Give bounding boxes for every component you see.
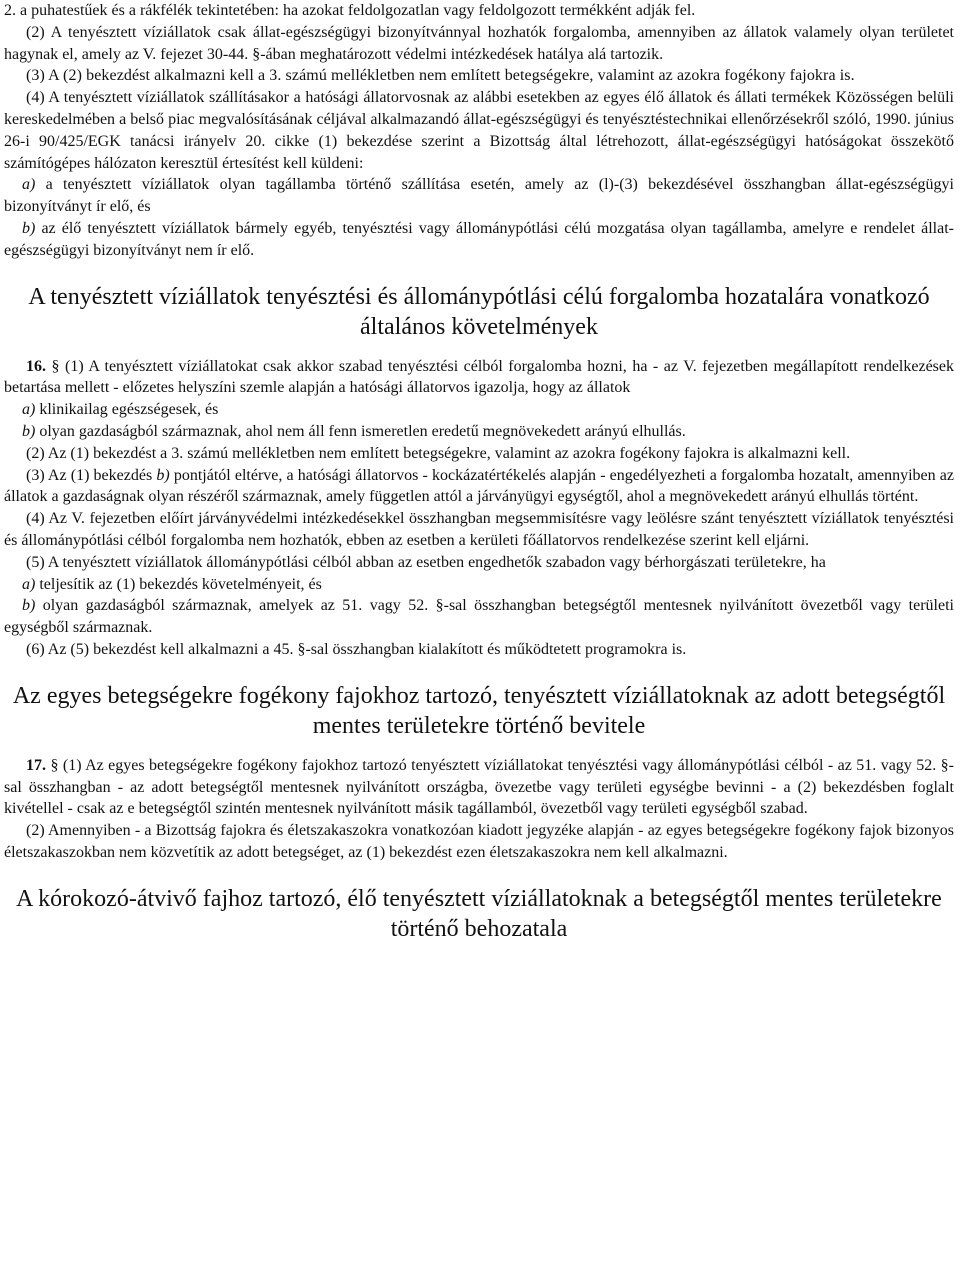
item-label: b) [22, 219, 36, 237]
item-label: b) [22, 597, 36, 615]
list-item-16-1-a [4, 399, 954, 421]
paragraph-17-2: (2) Amennyiben - a Bizottság fajokra és életszakaszokra vonatkozóan kiadott jegyzéke alapján - az egyes betegségekre fogékony fajok bizonyos életszakaszokban nem közvetítik az adott betegséget, az (1) bekezdést ezen életszakaszokra nem kell alkalmazni. [4, 822, 954, 861]
list-item-16-5-a [4, 574, 954, 596]
paragraph-16-1 [4, 356, 954, 400]
paragraph-16-5: (5) A tenyésztett víziállatok állománypótlási célból abban az esetben engedhetők szabadon vagy bérhorgászati területekre, ha [26, 553, 826, 571]
section-heading-disease-free-entry: Az egyes betegségekre fogékony fajokhoz tartozó, tenyésztett víziállatoknak az adott betegségtől mentes területekre történő bevitele [12, 682, 946, 739]
paragraph-16-3 [4, 465, 954, 509]
section-number: 17. [26, 756, 46, 774]
paragraph-16-6: (6) Az (5) bekezdést kell alkalmazni a 45. §-sal összhangban kialakított és működtetett programokra is. [26, 640, 687, 658]
list-item-16-1-b [4, 421, 954, 443]
paragraph-15-3: (3) A (2) bekezdést alkalmazni kell a 3. számú mellékletben nem említett betegségekre, valamint az azokra fogékony fajokra is. [26, 67, 855, 85]
paragraph-text: § (1) Az egyes betegségekre fogékony fajokhoz tartozó tenyésztett víziállatokat tenyésztési vagy állománypótlási célból - az 51. vagy 52. §-sal összhangban - az adott betegségtől mentesnek nyilvánított országba, övezetbe vagy területi egységbe bevinni - a (2) bekezdésben foglalt kivétellel - csak az e betegségtől szintén mentesnek nyilvánított másik tagállamból, övezetből vagy területi egységből szabad. [4, 756, 954, 818]
list-item-15-4-a [4, 174, 954, 218]
item-label: b) [156, 466, 170, 484]
item-label: a) [22, 575, 36, 593]
item-label: a) [22, 401, 36, 419]
item-text: teljesítik az (1) bekezdés követelményeit, és [35, 575, 322, 593]
list-item-16-5-b [4, 595, 954, 639]
paragraph-17-1 [4, 755, 954, 820]
item-text: klinikailag egészségesek, és [35, 401, 219, 419]
item-text: az élő tenyésztett víziállatok bármely egyéb, tenyésztési vagy állománypótlási célú mozgatása olyan tagállamba, amelyre e rendelet állat-egészségügyi bizonyítványt nem ír elő. [4, 219, 954, 259]
paragraph-text: pontjától eltérve, a hatósági állatorvos - kockázatértékelés alapján - engedélyezheti a forgalomba hozatalt, amennyiben az állatok a gazdaságnak olyan részéről származnak, amely független attól a járványügyi egységtől, ahol a megnövekedett arányú elhullás történt. [4, 466, 955, 506]
paragraph-16-4: (4) Az V. fejezetben előírt járványvédelmi intézkedésekkel összhangban megsemmisítésre vagy leölésre szánt tenyésztett víziállatok tenyésztési és állománypótlási célból forgalomba nem hozhatók, ebben az esetben a kerületi főállatorvos rendelkezése szerint kell eljárni. [4, 510, 954, 549]
paragraph-text: (3) Az (1) bekezdés [26, 466, 157, 484]
item-text: olyan gazdaságból származnak, ahol nem áll fenn ismeretlen eredetű megnövekedett arányú elhullás. [35, 422, 686, 440]
paragraph-item-2: 2. a puhatestűek és a rákfélék tekintetében: ha azokat feldolgozatlan vagy feldolgozott termékként adják fel. [4, 2, 696, 19]
item-label: b) [22, 422, 36, 440]
paragraph-16-2: (2) Az (1) bekezdést a 3. számú mellékletben nem említett betegségekre, valamint az azokra fogékony fajokra is alkalmazni kell. [26, 444, 851, 462]
paragraph-15-4: (4) A tenyésztett víziállatok szállításakor a hatósági állatorvosnak az alábbi esetekben az egyes élő állatok és állati termékek Közösségen belüli kereskedelmében a belső piac megvalósításának céljával alkalmazandó állat-egészségügyi és tenyésztéstechnikai ellenőrzésekről szóló, 1990. június 26-i 90/425/EGK tanácsi irányelv 20. cikke (1) bekezdése szerint a Bizottság által létrehozott, állat-egészségügyi hatóságokat összekötő számítógépes hálózaton keresztül értesítést kell küldeni: [4, 89, 954, 172]
paragraph-text: § (1) A tenyésztett víziállatokat csak akkor szabad tenyésztési célból forgalomba hozni, ha - az V. fejezetben megállapított rendelkezések betartása mellett - előzetes helyszíni szemle alapján a hatósági állatorvos igazolja, hogy az állatok [4, 357, 954, 397]
section-heading-general-requirements: A tenyésztett víziállatok tenyésztési és állománypótlási célú forgalomba hozatalára vonatkozó általános követelmények [28, 283, 930, 340]
section-heading-vector-species: A kórokozó-átvivő fajhoz tartozó, élő tenyésztett víziállatoknak a betegségtől mentes területekre történő behozatala [16, 885, 942, 942]
item-text: olyan gazdaságból származnak, amelyek az 51. vagy 52. §-sal összhangban betegségtől mentesnek nyilvánított övezetből vagy területi egységből származnak. [4, 597, 954, 637]
section-number: 16. [26, 357, 46, 375]
item-text: a tenyésztett víziállatok olyan tagállamba történő szállítása esetén, amely az (l)-(3) bekezdésével összhangban állat-egészségügyi bizonyítványt ír elő, és [4, 176, 954, 216]
item-label: a) [22, 176, 36, 194]
list-item-15-4-b [4, 218, 954, 262]
paragraph-15-2: (2) A tenyésztett víziállatok csak állat-egészségügyi bizonyítvánnyal hozhatók forgalomba, amennyiben az állatok valamely olyan területet hagynak el, amely az V. fejezet 30-44. §-ában meghatározott védelmi intézkedések hatálya alá tartozik. [4, 23, 954, 63]
